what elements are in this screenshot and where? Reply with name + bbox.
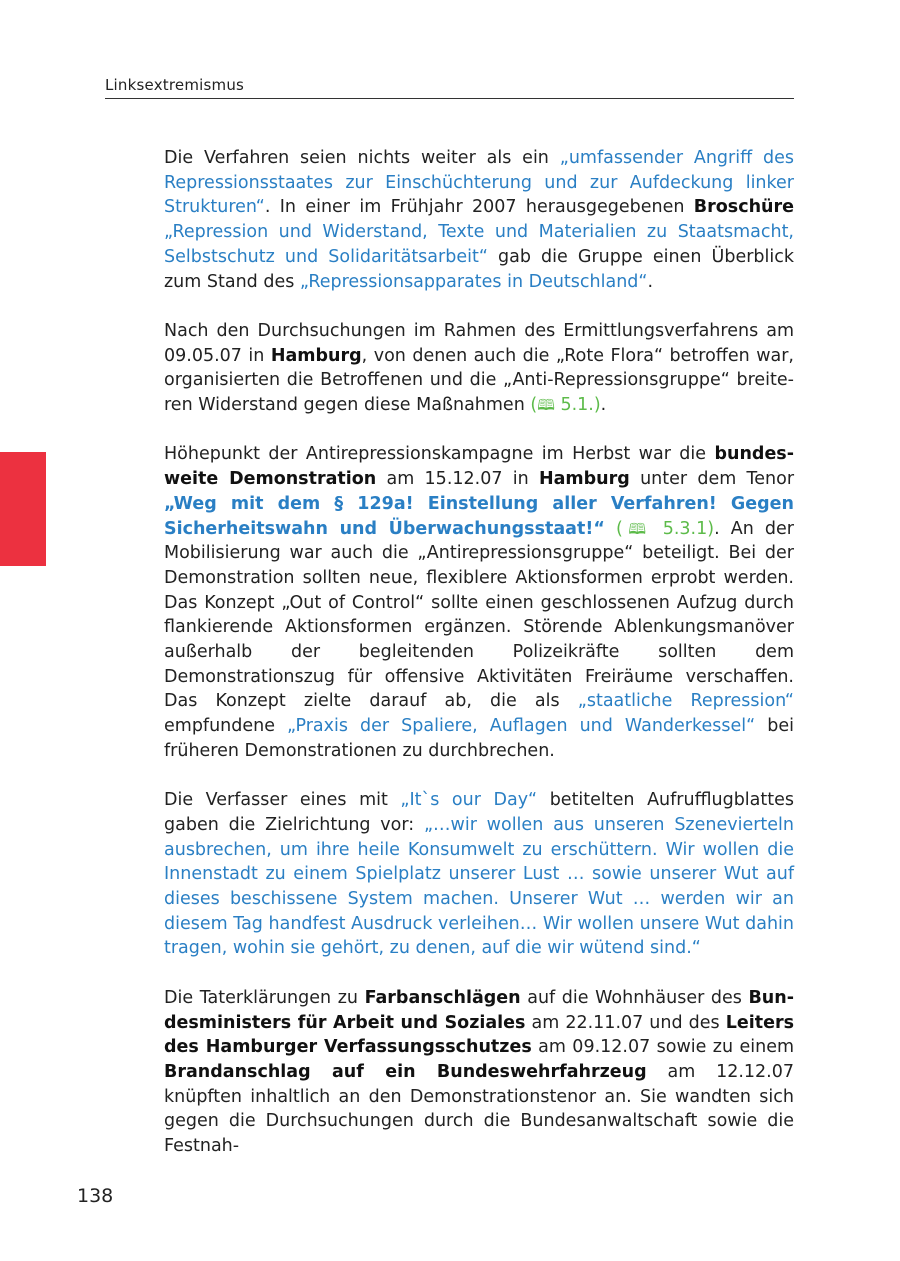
text: Nach den Durchsuchungen im Rahmen des Ermittlungsverfahrens am 09.05.07 in (164, 320, 794, 366)
bold-term: Hamburg (270, 345, 362, 366)
text: Die Verfasser eines mit (164, 790, 401, 811)
text: . In einer im Frühjahr 2007 herausgegebenen (264, 197, 694, 218)
page-number: 138 (77, 1185, 114, 1207)
paragraph-1 (164, 146, 794, 294)
text: am 22.11.07 und des (525, 1012, 726, 1033)
bold-quote: „Weg mit dem § 129a! Einstellung aller Verfahren! Gegen Sicherheitswahn und Überwachungsstaat!“ (164, 493, 794, 539)
text: . (647, 271, 654, 292)
paragraph-2 (164, 319, 794, 418)
quote: „Repression und Widerstand, Texte und Materialien zu Staatsmacht, Selbstschutz und Solidaritätsarbeit“ (164, 222, 794, 267)
header-title: Linksextremismus (105, 76, 245, 94)
book-icon: 🕮 (537, 396, 555, 415)
bold-term: Broschüre (693, 197, 794, 218)
bold-term: Farbanschlägen (364, 987, 521, 1008)
text: unter dem Tenor (629, 469, 795, 490)
running-header (105, 76, 794, 99)
text: . An der Mobilisierung war auch die „Antirepressionsgruppe“ beteiligt. Bei der Demonstration sollten neue, flexiblere Aktionsformen erprobt werden. Das Konzept „Out of Control“ sollte einen geschlossenen Aufzug durch flankierende Aktionsformen ergänzen. Störende Ablenkungsmanöver außerhalb der begleitenden Polizeikräfte sollten dem Demonstrationszug für offensive Aktivitäten Freiräume verschaffen. Das Konzept zielte darauf ab, die als (164, 518, 794, 712)
text: am 15.12.07 in (376, 469, 539, 490)
ref-paren: ( (530, 395, 538, 416)
quote: „…wir wollen aus unseren Szenevierteln ausbrechen, um ihre heile Konsumwelt zu erschüttern. Wir wollen die Innenstadt zu einem Spielplatz unserer Lust … sowie unserer Wut auf dieses beschissene System machen. Unserer Wut … werden wir an diesem Tag handfest Ausdruck verleihen… Wir wollen unsere Wut dahin tragen, wohin sie gehört, zu denen, auf die wir wütend sind.“ (164, 814, 794, 959)
quote: „It`s our Day“ (400, 790, 538, 811)
ref-paren: ( (615, 518, 623, 539)
bold-term: bundesweite Demonstration (164, 444, 794, 490)
chapter-tab-marker (0, 452, 46, 566)
paragraph-3 (164, 442, 794, 763)
bold-term: Leiters des Hamburger Verfassungsschutzes (164, 1012, 794, 1058)
text: . (600, 395, 607, 416)
text: am 09.12.07 sowie zu einem (531, 1037, 795, 1058)
quote: „staatliche Repression“ (577, 691, 794, 712)
bold-term: Bundesministers für Arbeit und Soziales (164, 987, 794, 1033)
book-icon: 🕮 (622, 519, 652, 538)
quote: „Repressionsapparates in Deutschland“ (299, 271, 648, 292)
text: , von denen auch die „Rote Flora“ betroffen war, organisierten die Betroffenen und die „Anti-Repressionsgruppe“ breiteren Widerstand gegen diese Maßnahmen (164, 345, 794, 416)
text (605, 519, 616, 539)
body-text (164, 146, 794, 1183)
text: auf die Wohnhäuser des (520, 987, 749, 1008)
text: am 12.12.07 knüpften inhaltlich an den Demonstrationstenor an. Sie wandten sich gegen die Durchsuchungen durch die Bundesanwaltschaft sowie die Festnah- (164, 1061, 794, 1157)
text: betitelten Aufrufflugblattes gaben die Zielrichtung vor: (164, 790, 794, 835)
ref-text: 5.1.) (554, 395, 601, 416)
cross-reference-link[interactable] (616, 519, 714, 539)
bold-term: Hamburg (538, 469, 630, 490)
text: Höhepunkt der Antirepressionskampagne im Herbst war die (164, 444, 715, 465)
text: empfundene (164, 716, 288, 737)
quote: „Praxis der Spaliere, Auflagen und Wanderkessel“ (287, 716, 756, 737)
quote: „umfassender Angriff des Repressionsstaates zur Einschüchterung und zur Aufdeckung linker Strukturen“ (164, 148, 795, 218)
ref-text: 5.3.1) (651, 518, 715, 539)
cross-reference-link[interactable] (530, 395, 600, 415)
bold-term: Brandanschlag auf ein Bundeswehrfahrzeug (164, 1061, 647, 1082)
text: Die Verfahren seien nichts weiter als ein (164, 148, 560, 168)
paragraph-4 (164, 788, 794, 961)
text: Die Taterklärungen zu (164, 987, 365, 1008)
text: bei früheren Demonstrationen zu durchbrechen. (164, 716, 794, 761)
paragraph-5 (164, 986, 794, 1159)
text: gab die Gruppe einen Überblick zum Stand des (164, 246, 794, 292)
